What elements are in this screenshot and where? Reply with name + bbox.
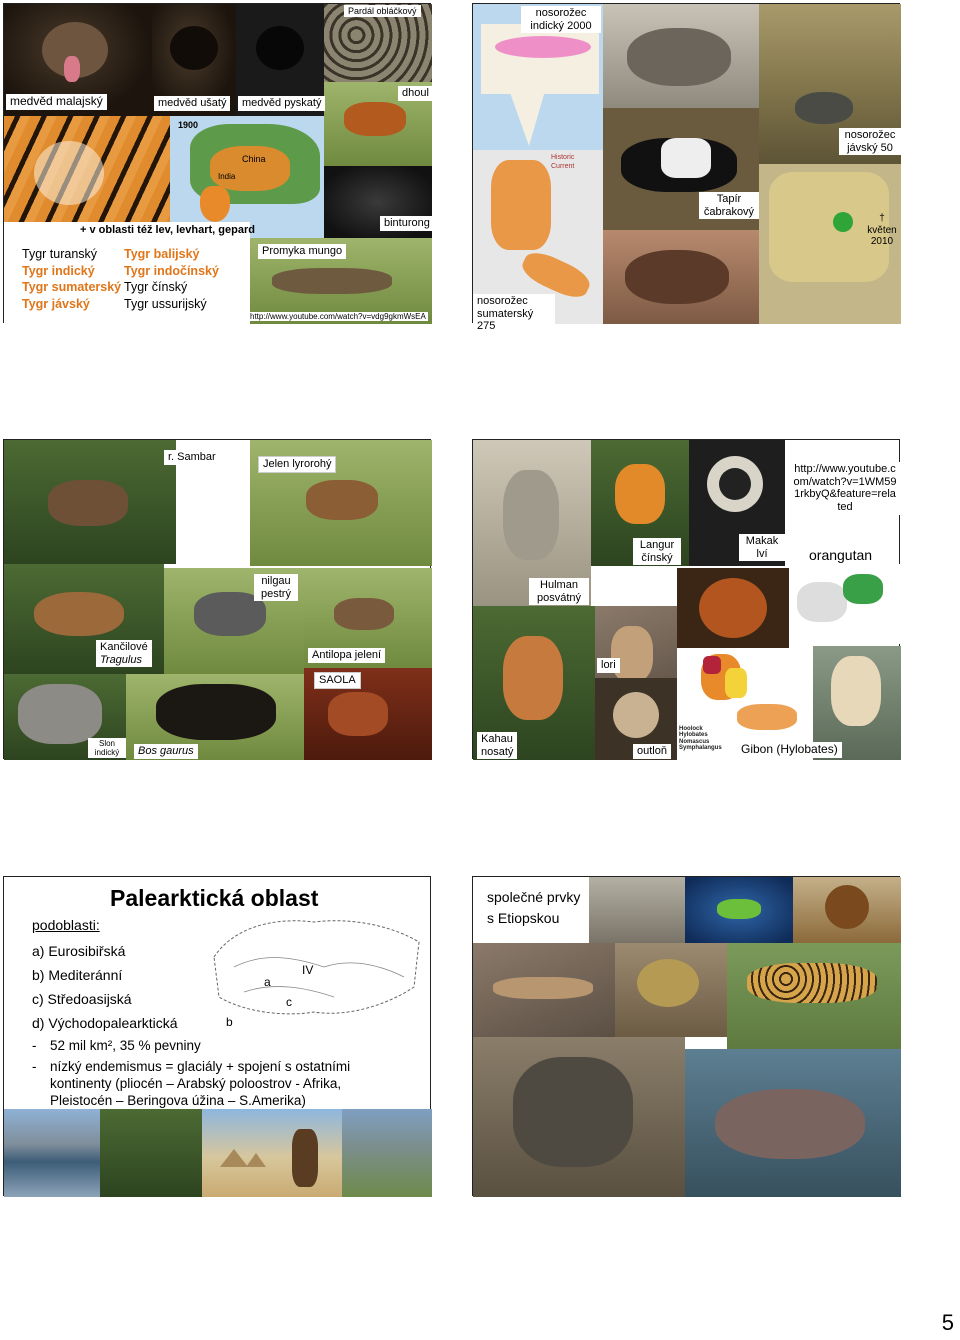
- label-blackbuck: Antilopa jelení: [308, 648, 385, 663]
- photo-steppe: [342, 1109, 432, 1197]
- map-mark-a: a: [264, 975, 271, 989]
- photo-orangutan: [677, 568, 789, 648]
- page-number: 5: [941, 1310, 954, 1335]
- subregion-item: d) Východopalearktická: [32, 1015, 178, 1031]
- map-year-label: 1900: [178, 120, 199, 130]
- bullet-list: [32, 1037, 372, 1109]
- label-hanuman-langur: Hulman posvátný: [529, 578, 589, 605]
- tiger-list-col2: [124, 246, 219, 312]
- slide-title-line2: s Etiopskou: [487, 910, 560, 926]
- label-sun-bear: medvěd malajský: [6, 94, 107, 110]
- map-mark-b: b: [226, 1015, 233, 1029]
- label-dhole: dhoul: [398, 86, 433, 101]
- youtube-link-primates[interactable]: http://www.youtube.com/watch?v=1WM591rkbyQ&feature=related: [789, 462, 901, 515]
- photo-sumatran-rhino: [603, 230, 759, 324]
- label-nilgai: nilgau pestrý: [254, 574, 298, 601]
- photo-mountain-lake: [4, 1109, 100, 1197]
- photo-elephant-african: [473, 1037, 685, 1197]
- label-binturong: binturong: [380, 216, 434, 231]
- map-palearctic-subregions: [204, 897, 430, 1037]
- label-slow-loris: outloň: [633, 744, 671, 759]
- map-orangutan: [789, 564, 901, 644]
- photo-sambar: [4, 440, 176, 564]
- label-sumatran-rhino: nosorožec sumaterský 275: [473, 294, 555, 334]
- legend-item: Symphalangus: [679, 745, 722, 752]
- subregion-item: b) Mediteránní: [32, 967, 123, 983]
- bullet-item: - nízký endemismus = glaciály + spojení s ostatními kontinenty (pliocén – Arabský poloostrov - Afrika, Pleistocén – Beringova úžina – S.Amerika): [32, 1058, 372, 1109]
- label-eld-deer: Jelen lyrorohý: [258, 456, 336, 473]
- tiger-item: Tygr sumaterský: [22, 280, 122, 294]
- tiger-item: Tygr balijský: [124, 247, 200, 261]
- tiger-item: Tygr indický: [22, 263, 95, 278]
- subregions-heading: podoblasti:: [32, 917, 100, 933]
- legend-current: Current: [551, 163, 575, 170]
- slide-title-line1: společné prvky: [487, 889, 581, 905]
- label-also-present: + v oblasti též lev, levhart, gepard: [80, 224, 255, 236]
- label-sloth-bear: medvěd ušatý: [154, 96, 230, 111]
- photo-indian-rhino: [603, 4, 759, 108]
- photo-leopard: [727, 943, 901, 1049]
- label-loris: lori: [597, 658, 620, 673]
- subregion-item: c) Středoasijská: [32, 991, 132, 1007]
- tiger-list-col1: [22, 246, 121, 312]
- slide-asian-carnivores: [3, 3, 431, 323]
- label-moon-bear: medvěd pyskatý: [238, 96, 325, 111]
- legend-item: Hylobates: [679, 732, 708, 739]
- map-mark-c: c: [286, 995, 292, 1009]
- bullet-item: - 52 mil km², 35 % pevniny: [32, 1037, 372, 1054]
- photo-tiger: [4, 116, 170, 238]
- legend-item: Hoolock: [679, 726, 703, 732]
- slide-palearctic: [3, 876, 431, 1196]
- slide-asian-primates: [472, 439, 900, 759]
- label-chevrotain-latin: Tragulus: [100, 653, 142, 666]
- slide-title-box: [473, 877, 589, 943]
- label-snub-nosed-langur: Langur čínský: [633, 538, 681, 565]
- label-clouded-leopard: Pardál obláčkový: [344, 5, 421, 17]
- photo-forest: [100, 1109, 202, 1197]
- photo-viper: [473, 943, 615, 1037]
- tiger-item: Tygr turanský: [22, 247, 98, 261]
- map-tiger-distribution: [170, 116, 324, 238]
- photo-tortoise: [615, 943, 727, 1037]
- photo-hippo: [685, 1049, 901, 1197]
- label-tapir: Tapír čabrakový: [699, 192, 759, 219]
- label-saola: SAOLA: [314, 672, 361, 689]
- photo-desert-pyramids: [202, 1109, 342, 1197]
- label-gaur: Bos gaurus: [134, 744, 198, 759]
- label-lion-tailed-macaque: Makak lví: [739, 534, 785, 561]
- tiger-item: Tygr ussurijský: [124, 296, 207, 311]
- label-chevrotain: [96, 640, 152, 667]
- youtube-link-mongoose[interactable]: http://www.youtube.com/watch?v=vdg9gkmWsEA: [250, 312, 426, 321]
- label-orangutan: orangutan: [805, 546, 876, 564]
- gibbon-map-legend: [679, 726, 722, 752]
- subregion-list: [32, 939, 178, 1035]
- legend-item: Nomascus: [679, 738, 710, 745]
- photo-chameleon: [685, 877, 793, 943]
- tiger-item: Tygr jávský: [22, 296, 90, 311]
- label-chevrotain-common: Kančilové: [100, 641, 148, 653]
- label-javan-extinct: † květen 2010: [867, 213, 897, 247]
- subregion-item: a) Eurosibiřská: [32, 943, 126, 959]
- slide-common-with-ethiopian: [472, 876, 900, 1196]
- map-country-india: India: [218, 172, 236, 181]
- photo-vulture: [589, 877, 685, 943]
- label-sambar: r. Sambar: [164, 450, 220, 465]
- label-gibbon: Gibon (Hylobates): [737, 742, 842, 758]
- label-indian-rhino: nosorožec indický 2000: [521, 6, 601, 33]
- slide-rhinos-tapir: [472, 3, 900, 333]
- slide-asian-ungulates: [3, 439, 431, 759]
- map-country-china: China: [242, 154, 266, 164]
- map-mark-iv: IV: [302, 963, 314, 977]
- tiger-item: Tygr čínský: [124, 280, 188, 294]
- photo-lion: [793, 877, 901, 943]
- tiger-item: Tygr indočínský: [124, 263, 219, 278]
- label-javan-rhino: nosorožec jávský 50: [839, 128, 901, 155]
- slide-title: Palearktická oblast: [110, 885, 319, 911]
- legend-historic: Historic: [551, 154, 575, 161]
- label-mongoose: Promyka mungo: [258, 244, 346, 259]
- label-elephant: Slon indický: [88, 738, 126, 758]
- label-proboscis-monkey: Kahau nosatý: [477, 732, 517, 759]
